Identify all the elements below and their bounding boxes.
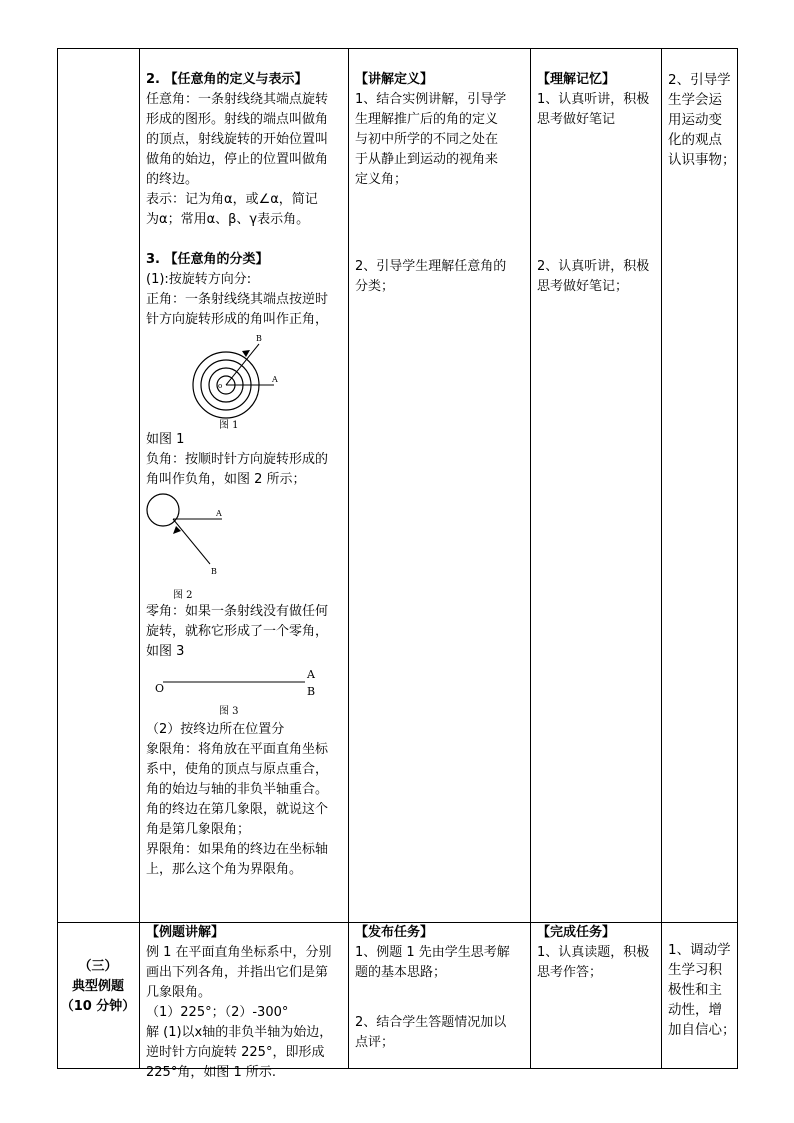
text-line: 思考做好笔记； [537,279,629,294]
text-line: 零角：如果一条射线没有做任何 [146,604,329,619]
text-line: 做角的始边，停止的位置叫做角 [146,152,329,167]
example-title: 【例题讲解】 [146,925,225,940]
fig3-label-b: B [307,685,316,698]
text-line: 的顶点，射线旋转的开始位置叫 [146,132,329,147]
text-line: 的终边。 [146,172,199,187]
teacher-title: 【发布任务】 [355,925,434,940]
text-line: 分类； [355,279,395,294]
text-line: 如图 1 [146,432,185,447]
text-line: 用运动变 [668,112,722,128]
text-line: 2、结合学生答题情况加以 [355,1015,507,1030]
text-line: 角的始边与轴的非负半轴重合。 [146,782,329,797]
text-line: 角是第几象限角； [146,822,251,837]
text-line: 2、认真听讲，积极 [537,259,650,274]
col-border-0 [57,48,58,1069]
col-border-3 [530,48,531,1069]
col-border-2 [348,48,349,1069]
col-border-1 [139,48,140,1069]
teacher-cell-row2 [355,923,530,983]
table-top-border [57,48,738,49]
text-line: 角的终边在第几象限，就说这个 [146,802,329,817]
fig3-label-a: A [307,668,315,681]
text-line: 2、引导学生理解任意角的 [355,259,507,274]
student-cell-row1 [537,70,661,130]
text-line: 思考做好笔记 [537,112,616,127]
text-line: 正角：一条射线绕其端点按逆时 [146,292,329,307]
text-line: 为α；常用α、β、γ表示角。 [146,212,310,227]
text-line: 225°角，如图 1 所示. [146,1065,276,1080]
col-border-5 [737,48,738,1069]
text-line: （1）225°；（2）-300° [146,1005,289,1020]
text-line: 逆时针方向旋转 225°，即形成 [146,1045,325,1060]
fig2-label-a: A [216,509,222,518]
intent-cell-row2 [668,940,737,1040]
student-title: 【完成任务】 [537,925,616,940]
text-line: 1、结合实例讲解，引导学 [355,92,507,107]
figure-2-negative-angle [146,490,346,602]
text-line: 生学会运 [668,92,722,108]
text-line: 上，那么这个角为界限角。 [146,862,303,877]
text-line: 生学习积 [668,962,722,978]
text-line: 形成的图形。射线的端点叫做角 [146,112,329,127]
text-line: 1、认真听讲，积极 [537,92,650,107]
text-line: 于从静止到运动的视角来 [355,152,499,167]
fig1-caption: 图 1 [219,420,239,430]
text-line: 2、引导学 [668,72,731,88]
stage-cell-row2 [58,957,138,1017]
section-2-title: 2. 【任意角的定义与表示】 [146,72,308,87]
fig1-label-o: o [218,382,223,390]
stage-title: 典型例题 [71,979,124,994]
stage-duration: （10 分钟） [60,999,136,1014]
fig1-label-b: B [256,334,262,343]
text-line: 生理解推广后的角的定义 [355,112,499,127]
fig2-caption: 图 2 [173,590,193,601]
fig1-label-a: A [272,375,278,384]
text-line: 旋转，就称它形成了一个零角， [146,624,329,639]
text-line: 与初中所学的不同之处在 [355,132,499,147]
text-line: (1):按旋转方向分: [146,272,252,287]
intent-cell-row1 [668,70,737,170]
teacher-cell-row1 [355,70,530,190]
text-line: 认识事物； [668,152,736,168]
content-cell-row2 [146,923,346,1083]
section-3-title: 3. 【任意角的分类】 [146,252,269,267]
fig3-caption: 图 3 [219,706,239,717]
text-line: 极性和主 [668,982,722,998]
fig3-label-o: O [155,682,165,695]
text-line: 画出下列各角，并指出它们是第 [146,965,329,980]
student-cell-row1-part2 [537,257,661,297]
text-line: 1、认真读题，积极 [537,945,650,960]
figure-1-positive-angle [146,330,346,430]
text-line: 点评； [355,1035,395,1050]
text-line: 加自信心； [668,1022,736,1038]
text-line: （2）按终边所在位置分 [146,722,285,737]
text-line: 任意角：一条射线绕其端点旋转 [146,92,329,107]
fig2-label-b: B [211,567,217,576]
text-line: 系中，使角的顶点与原点重合， [146,762,329,777]
text-line: 思考作答； [537,965,603,980]
text-line: 角叫作负角，如图 2 所示； [146,472,306,487]
text-line: 几象限角。 [146,985,212,1000]
text-line: 定义角； [355,172,408,187]
stage-number: （三） [78,959,118,974]
student-cell-row2 [537,923,661,983]
student-title: 【理解记忆】 [537,72,616,87]
col-border-4 [661,48,662,1069]
text-line: 负角：按顺时针方向旋转形成的 [146,452,329,467]
text-line: 化的观点 [668,132,722,148]
teacher-cell-row1-part2 [355,257,530,297]
teacher-title: 【讲解定义】 [355,72,434,87]
text-line: 象限角：将角放在平面直角坐标 [146,742,329,757]
text-line: 动性，增 [668,1002,722,1018]
figure-3-zero-angle [146,662,346,720]
text-line: 界限角：如果角的终边在坐标轴 [146,842,329,857]
text-line: 表示：记为角α，或∠α，简记 [146,192,318,207]
text-line: 针方向旋转形成的角叫作正角， [146,312,329,327]
teacher-cell-row2-part2 [355,1013,530,1053]
content-cell-row1 [146,70,346,880]
text-line: 例 1 在平面直角坐标系中，分别 [146,945,332,960]
text-line: 如图 3 [146,644,185,659]
text-line: 1、调动学 [668,942,731,958]
text-line: 解 (1)以x轴的非负半轴为始边， [146,1025,333,1040]
text-line: 1、例题 1 先由学生思考解 [355,945,510,960]
text-line: 题的基本思路； [355,965,447,980]
